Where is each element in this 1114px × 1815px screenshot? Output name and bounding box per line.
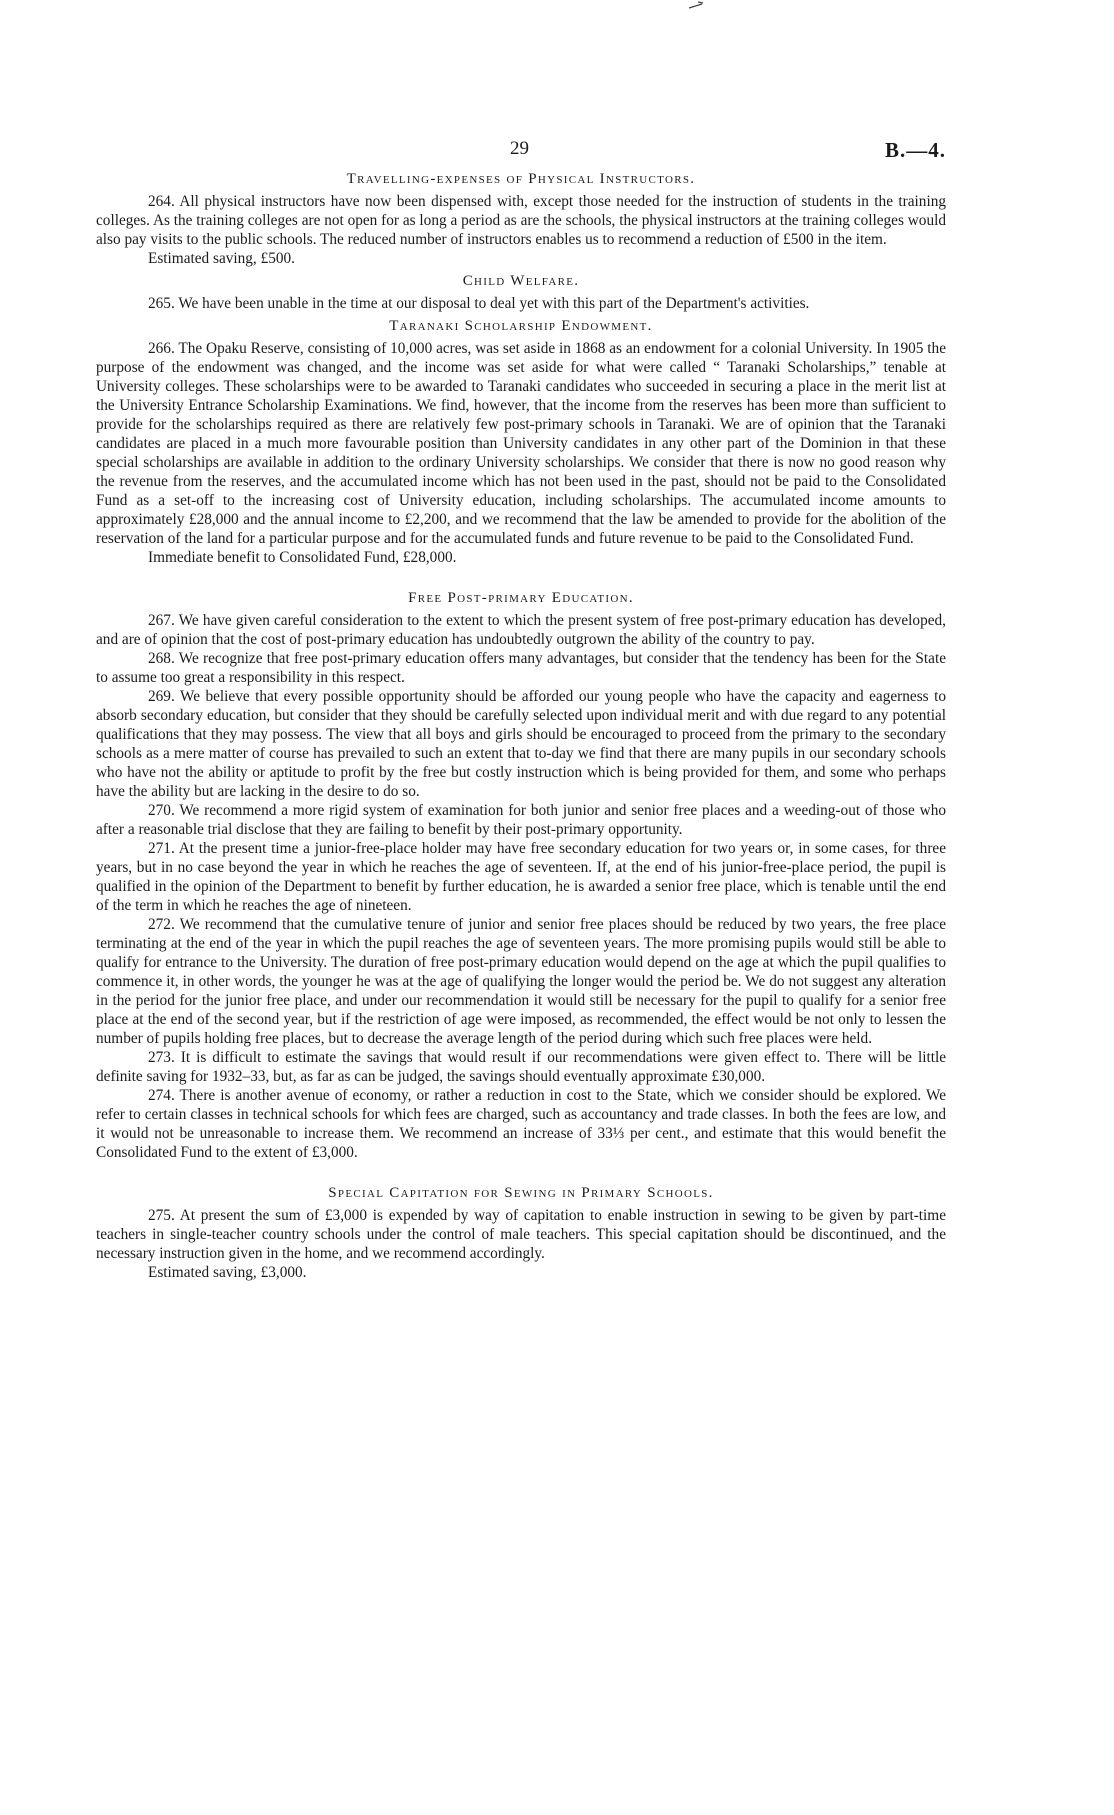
section-heading: Taranaki Scholarship Endowment. <box>389 318 653 334</box>
estimated-saving: Estimated saving, £3,000. <box>148 1264 307 1281</box>
immediate-benefit: Immediate benefit to Consolidated Fund, £28,000. <box>148 549 457 566</box>
section-travelling-expenses <box>96 170 946 268</box>
paragraph-272: 272. We recommend that the cumulative tenure of junior and senior free places should be reduced by two years, the free place terminating at the end of the year in which the pupil reaches the age of seventeen years. The more promising pupils would still be able to qualify for entrance to the University. The duration of free post-primary education would depend on the age at which the pupil qualifies to commence it, in other words, the younger he was at the age of qualifying the longer would the period be. We do not suggest any alteration in the period for the junior free place, and under our recommendation it would still be necessary for the pupil to qualify for a senior free place at the end of the second year, but if the restriction of age were imposed, as recommended, the effect would be not only to lessen the number of pupils holding free places, but to decrease the average length of the period during which such free places were held. <box>96 916 946 1047</box>
section-taranaki-scholarship <box>96 317 946 567</box>
section-special-capitation <box>96 1184 946 1282</box>
paragraph-273: 273. It is difficult to estimate the savings that would result if our recommendations were given effect to. There will be little definite saving for 1932–33, but, as far as can be judged, the savings should eventually approximate £30,000. <box>96 1049 946 1085</box>
section-heading: Travelling-expenses of Physical Instructors. <box>346 171 696 187</box>
document-body <box>96 170 946 1282</box>
paragraph-274: 274. There is another avenue of economy, or rather a reduction in cost to the State, which we consider should be explored. We refer to certain classes in technical schools for which fees are charged, such as accountancy and trade classes. In both the fees are low, and it would not be unreasonable to increase them. We recommend an increase of 33⅓ per cent., and estimate that this would benefit the Consolidated Fund to the extent of £3,000. <box>96 1087 946 1161</box>
paragraph-270: 270. We recommend a more rigid system of examination for both junior and senior free places and a weeding-out of those who after a reasonable trial disclose that they are failing to benefit by their post-primary opportunity. <box>96 802 946 838</box>
paragraph-268: 268. We recognize that free post-primary education offers many advantages, but consider that the tendency has been for the State to assume too great a responsibility in this respect. <box>96 650 946 686</box>
pencil-mark <box>688 0 704 10</box>
section-free-post-primary <box>96 589 946 1162</box>
page-header <box>0 138 1114 162</box>
section-heading: Free Post-primary Education. <box>408 590 634 606</box>
paragraph-269: 269. We believe that every possible opportunity should be afforded our young people who have the capacity and eagerness to absorb secondary education, but consider that they should be carefully selected upon individual merit and with due regard to any potential qualifications that they may possess. The view that all boys and girls should be encouraged to proceed from the primary to the secondary schools as a mere matter of course has prevailed to such an extent that to-day we find that there are many pupils in our secondary schools who have not the ability or aptitude to profit by the free but costly instruction which is being provided for them, and some who perhaps have the ability but are lacking in the desire to do so. <box>96 688 946 800</box>
paragraph-266: 266. The Opaku Reserve, consisting of 10,000 acres, was set aside in 1868 as an endowment for a colonial University. In 1905 the purpose of the endowment was changed, and the income was set aside for what were called “ Taranaki Scholarships,” tenable at University colleges. These scholarships were to be awarded to Taranaki candidates who succeeded in securing a place in the merit list at the University Entrance Scholarship Examinations. We find, however, that the income from the reserves has been more than sufficient to provide for the scholarships required as there are relatively few post-primary schools in Taranaki. We are of opinion that the Taranaki candidates are placed in a much more favourable position than University candidates in any other part of the Dominion in that these special scholarships are available in addition to the ordinary University scholarships. We consider that there is now no good reason why the revenue from the reserves, and the accumulated income which has not been used in the past, should not be paid to the Consolidated Fund as a set-off to the increasing cost of University education, including scholarships. The accumulated income amounts to approximately £28,000 and the annual income to £2,200, and we recommend that the law be amended to provide for the abolition of the reservation of the land for a particular purpose and for the accumulated funds and future revenue to be paid to the Consolidated Fund. <box>96 340 946 547</box>
paragraph-264: 264. All physical instructors have now been dispensed with, except those needed for the instruction of students in the training colleges. As the training colleges are not open for as long a period as are the schools, the physical instructors at the training colleges would also pay visits to the public schools. The reduced number of instructors enables us to recommend a reduction of £500 in the item. <box>96 193 946 248</box>
section-child-welfare <box>96 272 946 313</box>
estimated-saving: Estimated saving, £500. <box>148 250 296 267</box>
paragraph-267: 267. We have given careful consideration to the extent to which the present system of free post-primary education has developed, and are of opinion that the cost of post-primary education has undoubtedly outgrown the ability of the country to pay. <box>96 612 946 648</box>
page-number: 29 <box>510 138 529 159</box>
section-heading: Special Capitation for Sewing in Primary Schools. <box>328 1185 714 1201</box>
section-heading: Child Welfare. <box>462 273 580 289</box>
paragraph-275: 275. At present the sum of £3,000 is expended by way of capitation to enable instruction in sewing to be given by part-time teachers in single-teacher country schools under the control of male teachers. This special capitation should be discontinued, and the necessary instruction given in the home, and we recommend accordingly. <box>96 1207 946 1262</box>
document-reference: B.—4. <box>885 138 947 162</box>
paragraph-271: 271. At the present time a junior-free-place holder may have free secondary education for two years or, in some cases, for three years, but in no case beyond the year in which he reaches the age of seventeen. If, at the end of his junior-free-place period, the pupil is qualified in the opinion of the Department to benefit by further education, he is awarded a senior free place, which is tenable until the end of the term in which he reaches the age of nineteen. <box>96 840 946 914</box>
paragraph-265: 265. We have been unable in the time at our disposal to deal yet with this part of the Department's activities. <box>148 295 810 312</box>
